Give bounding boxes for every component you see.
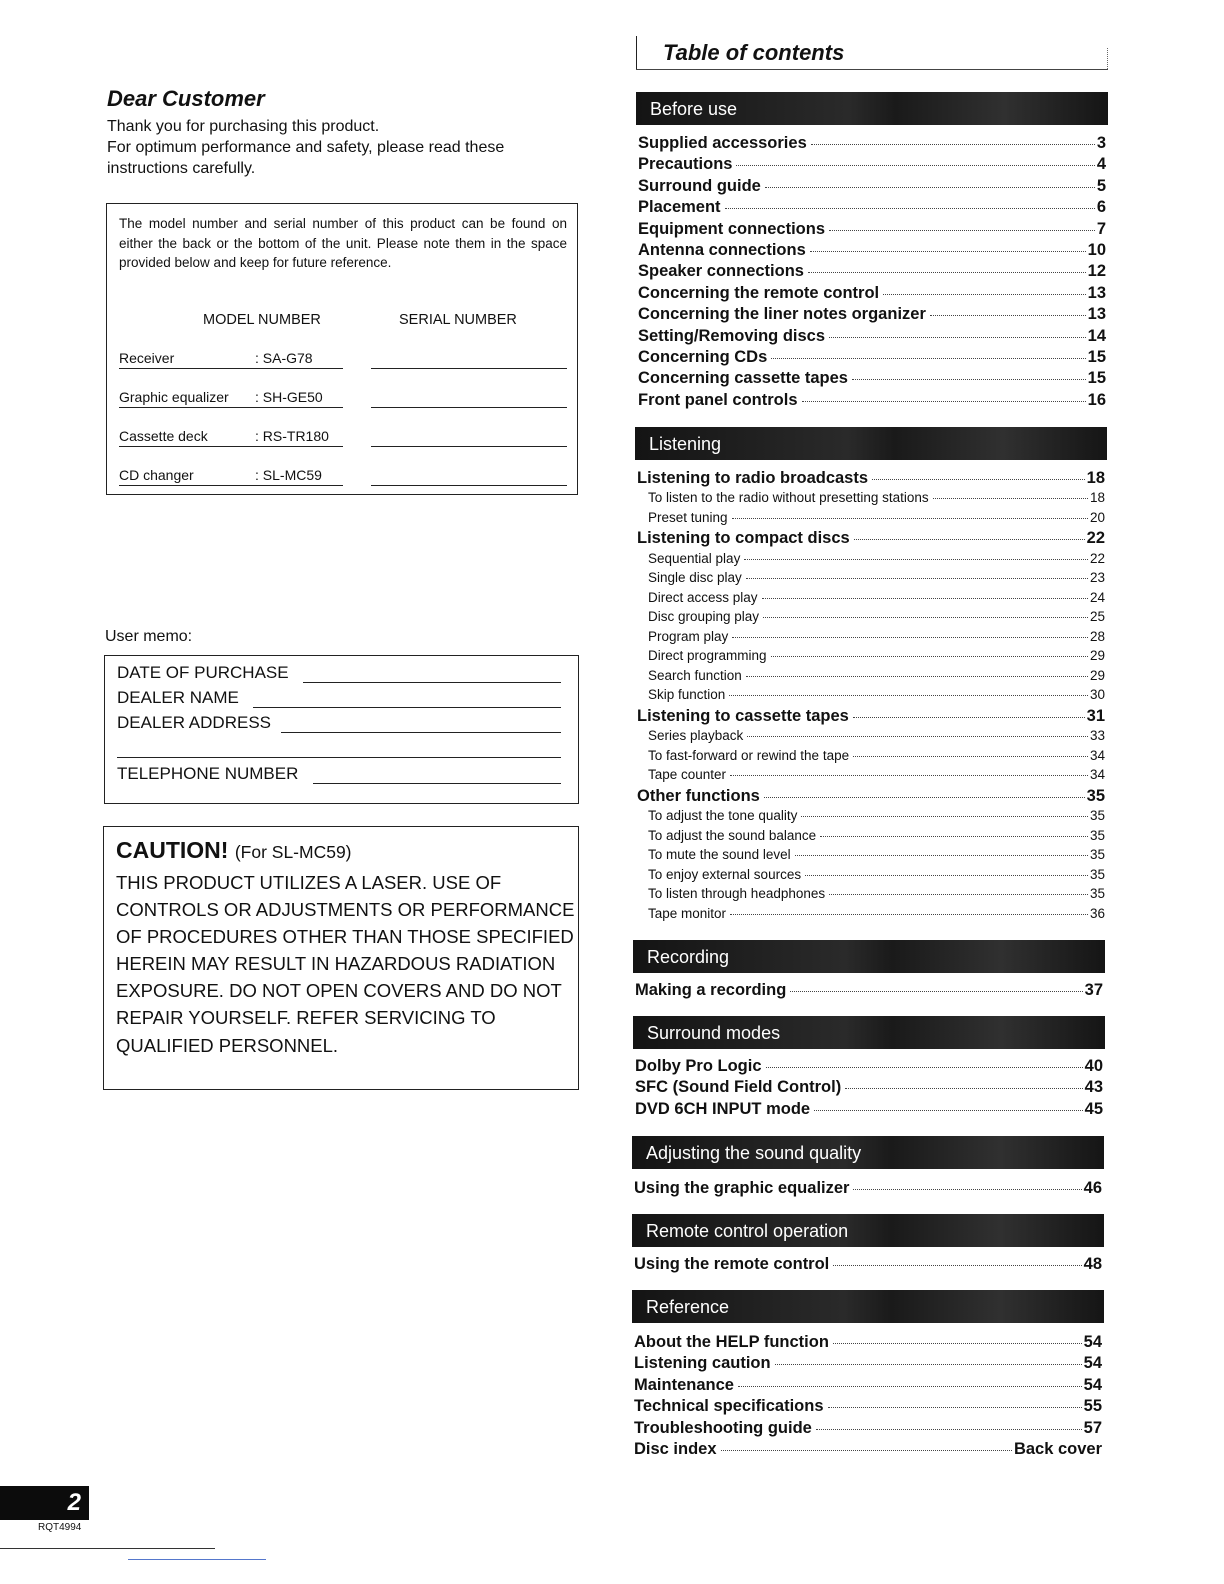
toc-entry-page: 35 <box>1089 886 1105 902</box>
toc-entry-title: Single disc play <box>648 570 742 586</box>
toc-leader-dots <box>829 337 1086 338</box>
toc-leader-dots <box>829 230 1095 231</box>
serial-number-field[interactable] <box>371 446 567 447</box>
toc-entry-title: Tape monitor <box>648 905 727 921</box>
toc-entry-page: 4 <box>1096 155 1106 174</box>
toc-entry-title: Program play <box>648 628 729 644</box>
toc-entry-page: 10 <box>1087 241 1106 259</box>
toc-leader-dots <box>814 1110 1083 1111</box>
toc-entry[interactable] <box>638 220 1106 241</box>
toc-entry-page: 55 <box>1083 1397 1102 1416</box>
toc-entry-title: Using the remote control <box>634 1255 830 1273</box>
toc-entry-page: 35 <box>1089 866 1105 882</box>
model-row <box>119 345 567 369</box>
toc-entry-page: 22 <box>1086 529 1105 548</box>
toc-entry-title: Speaker connections <box>638 262 804 281</box>
toc-entry-page: 54 <box>1083 1333 1102 1351</box>
serial-number-field[interactable] <box>371 368 567 369</box>
dealer-address-field[interactable] <box>281 732 561 733</box>
toc-entry-title: To listen through headphones <box>648 886 826 902</box>
toc-leader-dots <box>744 559 1088 560</box>
model-note: The model number and serial number of this product can be found on either the back or the bottom of the unit. Please note them in the space provided below and keep for future reference. <box>119 216 567 270</box>
toc-entry[interactable] <box>638 284 1106 305</box>
toc-entry-page: 3 <box>1096 134 1106 152</box>
toc-entry-title: Maintenance <box>634 1375 734 1394</box>
toc-leader-dots <box>828 1407 1082 1408</box>
toc-entry[interactable] <box>638 155 1106 176</box>
toc-entry-page: 13 <box>1087 283 1106 302</box>
toc-entry-page: 13 <box>1087 305 1106 324</box>
toc-entry-title: Skip function <box>648 687 726 703</box>
user-memo-label: User memo: <box>105 628 193 645</box>
toc-leader-dots <box>829 894 1088 895</box>
toc-entry-title: Other functions <box>637 786 760 805</box>
toc-leader-dots <box>790 991 1082 992</box>
toc-entry-title: Listening caution <box>634 1354 771 1373</box>
toc-entry[interactable] <box>635 1057 1103 1078</box>
toc-entry[interactable] <box>638 348 1106 369</box>
toc-leader-dots <box>852 379 1086 380</box>
toc-entry-page: 43 <box>1084 1078 1103 1097</box>
toc-entry-title: To enjoy external sources <box>648 866 802 882</box>
toc-leader-dots <box>766 1067 1083 1068</box>
toc-entry-title: Precautions <box>638 155 733 174</box>
toc-section-header: Adjusting the sound quality <box>632 1136 1104 1169</box>
dealer-name-field[interactable] <box>253 707 561 708</box>
toc-entry-page: 35 <box>1086 786 1105 805</box>
date-of-purchase-label: DATE OF PURCHASE <box>117 663 289 682</box>
toc-entry[interactable] <box>638 327 1106 348</box>
toc-entry-title: Concerning CDs <box>638 348 768 366</box>
toc-subentry[interactable] <box>637 490 1105 510</box>
toc-entry-page: 15 <box>1087 369 1106 388</box>
toc-entry-page: 29 <box>1089 667 1105 683</box>
toc-leader-dots <box>853 717 1085 718</box>
toc-entry[interactable] <box>635 981 1103 1002</box>
model-row <box>119 423 567 447</box>
toc-leader-dots <box>816 1429 1082 1430</box>
toc-entry-page: 31 <box>1086 706 1105 725</box>
toc-entry[interactable] <box>634 1333 1102 1354</box>
toc-title-rule-bottom <box>636 69 1108 70</box>
intro-line-1: Thank you for purchasing this product. <box>107 118 380 135</box>
toc-entry-title: Front panel controls <box>638 390 798 409</box>
toc-section-header: Recording <box>633 940 1105 973</box>
toc-entry-page: 12 <box>1087 262 1106 281</box>
toc-leader-dots <box>738 1386 1082 1387</box>
serial-number-header: SERIAL NUMBER <box>399 312 517 328</box>
toc-entry-title: Listening to cassette tapes <box>637 706 849 725</box>
toc-entry-page: 35 <box>1089 847 1105 863</box>
toc-subentry[interactable] <box>637 590 1105 610</box>
caution-model: (For SL-MC59) <box>234 842 352 862</box>
footer-rule-accent <box>128 1559 266 1560</box>
toc-entry-title: Using the graphic equalizer <box>634 1179 850 1197</box>
toc-entry-page: 16 <box>1087 390 1106 409</box>
toc-entry-page: 7 <box>1096 219 1106 238</box>
toc-leader-dots <box>872 479 1085 480</box>
toc-entry-title: Troubleshooting guide <box>634 1418 812 1437</box>
dear-customer-heading: Dear Customer <box>107 86 265 111</box>
toc-entry-title: Placement <box>638 198 721 217</box>
footer-rule <box>0 1548 215 1549</box>
toc-leader-dots <box>883 294 1086 295</box>
toc-entry-title: Preset tuning <box>648 509 728 525</box>
toc-entry-page: 18 <box>1086 469 1105 487</box>
toc-entry[interactable] <box>634 1397 1102 1418</box>
toc-leader-dots <box>732 637 1088 638</box>
toc-leader-dots <box>933 498 1088 499</box>
toc-entry[interactable] <box>637 469 1105 490</box>
toc-subentry[interactable] <box>637 551 1105 571</box>
toc-leader-dots <box>732 518 1088 519</box>
toc-entry[interactable] <box>638 369 1106 390</box>
toc-entry-page: 36 <box>1089 905 1105 921</box>
telephone-number-label: TELEPHONE NUMBER <box>117 764 299 783</box>
toc-subentry[interactable] <box>637 808 1105 828</box>
toc-subentry[interactable] <box>637 867 1105 887</box>
model-row-number: : SL-MC59 <box>255 467 322 483</box>
toc-entry-page: 34 <box>1089 767 1105 783</box>
model-row-label: Graphic equalizer <box>119 389 229 405</box>
toc-entry[interactable] <box>637 529 1105 550</box>
date-of-purchase-field[interactable] <box>303 682 561 683</box>
toc-leader-dots <box>746 578 1088 579</box>
toc-leader-dots <box>811 144 1095 145</box>
toc-entry-page: 24 <box>1089 589 1105 605</box>
toc-subentry[interactable] <box>637 687 1105 707</box>
model-underline <box>119 368 343 369</box>
toc-leader-dots <box>725 208 1095 209</box>
serial-number-field[interactable] <box>371 407 567 408</box>
toc-leader-dots <box>801 816 1088 817</box>
toc-entry[interactable] <box>634 1354 1102 1375</box>
toc-entry[interactable] <box>637 787 1105 808</box>
toc-subentry[interactable] <box>637 728 1105 748</box>
toc-subentry[interactable] <box>637 886 1105 906</box>
telephone-number-field[interactable] <box>313 783 561 784</box>
toc-entry-title: Series playback <box>648 728 744 744</box>
toc-entry-page: 54 <box>1083 1354 1102 1373</box>
toc-entry[interactable] <box>638 198 1106 219</box>
toc-entry-title: Disc index <box>634 1440 717 1458</box>
toc-entry[interactable] <box>638 391 1106 412</box>
toc-entry-page: 15 <box>1087 348 1106 366</box>
toc-entry-title: Listening to radio broadcasts <box>637 469 869 487</box>
toc-entry-title: Dolby Pro Logic <box>635 1057 762 1075</box>
caution-box <box>103 826 579 1090</box>
toc-leader-dots <box>854 539 1085 540</box>
toc-entry-page: 48 <box>1083 1255 1102 1273</box>
toc-entry-title: Technical specifications <box>634 1397 824 1416</box>
caution-text: THIS PRODUCT UTILIZES A LASER. USE OF CONTROLS OR ADJUSTMENTS OR PERFORMANCE OF PROCEDURES OTHER THAN THOSE SPECIFIED HEREIN MAY RESULT IN HAZARDOUS RADIATION EXPOSURE. DO NOT OPEN COVERS AND DO NOT REPAIR YOURSELF. REFER SERVICING TO QUALIFIED PERSONNEL. <box>116 872 575 1056</box>
toc-entry-title: Setting/Removing discs <box>638 326 826 345</box>
toc-leader-dots <box>775 1364 1082 1365</box>
model-row-number: : SA-G78 <box>255 350 313 366</box>
toc-entry-title: To listen to the radio without presetting stations <box>648 490 929 506</box>
toc-entry-title: Tape counter <box>648 767 727 783</box>
toc-leader-dots <box>771 358 1085 359</box>
intro-line-2: For optimum performance and safety, please read these instructions carefully. <box>107 139 505 177</box>
toc-leader-dots <box>853 756 1088 757</box>
toc-entry-title: To mute the sound level <box>648 847 791 863</box>
model-row-label: Receiver <box>119 350 175 366</box>
toc-entry-title: Disc grouping play <box>648 609 760 625</box>
toc-entry-title: Concerning the liner notes organizer <box>638 305 926 324</box>
toc-subentry[interactable] <box>637 748 1105 768</box>
toc-entry[interactable] <box>634 1376 1102 1397</box>
toc-leader-dots <box>747 736 1088 737</box>
toc-leader-dots <box>729 695 1088 696</box>
toc-leader-dots <box>762 598 1088 599</box>
user-memo-box <box>104 655 579 804</box>
model-number-box <box>106 203 578 495</box>
toc-entry-page: 45 <box>1084 1099 1103 1118</box>
toc-leader-dots <box>730 914 1088 915</box>
document-code: RQT4994 <box>38 1522 82 1533</box>
toc-entry-title: Concerning the remote control <box>638 283 880 302</box>
toc-entry-title: DVD 6CH INPUT mode <box>635 1099 811 1118</box>
toc-entry-page: 28 <box>1089 628 1105 644</box>
toc-leader-dots <box>795 855 1088 856</box>
model-row <box>119 462 567 486</box>
model-underline <box>119 485 343 486</box>
toc-entry-title: Antenna connections <box>638 241 806 259</box>
toc-section-header: Remote control operation <box>632 1214 1104 1247</box>
toc-subentry[interactable] <box>637 847 1105 867</box>
toc-leader-dots <box>721 1450 1012 1451</box>
toc-entry-page: 34 <box>1089 747 1105 763</box>
toc-entry-page: 30 <box>1089 687 1105 703</box>
toc-subentry[interactable] <box>637 629 1105 649</box>
toc-entry-page: 18 <box>1089 490 1105 506</box>
toc-entry-title: Making a recording <box>635 981 787 999</box>
toc-leader-dots <box>853 1189 1081 1190</box>
toc-entry-page: 5 <box>1096 176 1106 195</box>
model-row <box>119 384 567 408</box>
toc-entry-page: 54 <box>1083 1375 1102 1394</box>
model-row-label: CD changer <box>119 467 194 483</box>
toc-title-rule-right <box>1107 48 1108 69</box>
toc-subentry[interactable] <box>637 570 1105 590</box>
toc-subentry[interactable] <box>637 609 1105 629</box>
toc-subentry[interactable] <box>637 906 1105 926</box>
toc-leader-dots <box>736 165 1094 166</box>
caution-title: CAUTION! <box>116 837 229 863</box>
toc-entry-page: 25 <box>1089 609 1105 625</box>
toc-leader-dots <box>820 836 1088 837</box>
toc-entry[interactable] <box>638 241 1106 262</box>
toc-entry-title: To fast-forward or rewind the tape <box>648 747 850 763</box>
toc-entry-title: Supplied accessories <box>638 134 807 152</box>
toc-leader-dots <box>930 315 1086 316</box>
toc-entry-title: Search function <box>648 667 742 683</box>
intro-text <box>107 116 577 179</box>
toc-entry-page: 35 <box>1089 827 1105 843</box>
model-row-number: : RS-TR180 <box>255 428 329 444</box>
toc-section-header: Before use <box>636 92 1108 125</box>
toc-title: Table of contents <box>663 40 845 65</box>
toc-entry[interactable] <box>638 177 1106 198</box>
dealer-address-label: DEALER ADDRESS <box>117 713 271 732</box>
toc-entry[interactable] <box>634 1440 1102 1461</box>
toc-leader-dots <box>771 656 1088 657</box>
toc-entry-title: Direct programming <box>648 648 767 664</box>
dealer-address-field-line-2[interactable] <box>117 757 561 758</box>
toc-entry[interactable] <box>638 305 1106 326</box>
model-row-number: : SH-GE50 <box>255 389 323 405</box>
model-underline <box>119 407 343 408</box>
toc-leader-dots <box>833 1265 1081 1266</box>
toc-entry-title: To adjust the tone quality <box>648 808 798 824</box>
toc-leader-dots <box>746 676 1088 677</box>
toc-entry-page: 40 <box>1084 1057 1103 1075</box>
toc-entry-page: 14 <box>1087 326 1106 345</box>
serial-number-field[interactable] <box>371 485 567 486</box>
toc-subentry[interactable] <box>637 510 1105 530</box>
toc-leader-dots <box>802 401 1086 402</box>
toc-entry[interactable] <box>637 707 1105 728</box>
toc-entry[interactable] <box>635 1078 1103 1099</box>
toc-leader-dots <box>833 1343 1082 1344</box>
toc-entry-title: Surround guide <box>638 176 761 195</box>
toc-subentry[interactable] <box>637 828 1105 848</box>
toc-entry[interactable] <box>638 262 1106 283</box>
page-number: 2 <box>0 1486 89 1520</box>
toc-entry-title: To adjust the sound balance <box>648 827 817 843</box>
dealer-name-label: DEALER NAME <box>117 688 239 707</box>
toc-entry[interactable] <box>634 1419 1102 1440</box>
toc-leader-dots <box>810 251 1086 252</box>
toc-entry-page: 22 <box>1089 550 1105 566</box>
toc-title-rule-left <box>636 36 637 70</box>
toc-subentry[interactable] <box>637 648 1105 668</box>
toc-leader-dots <box>808 272 1086 273</box>
model-underline <box>119 446 343 447</box>
toc-entry-page: 35 <box>1089 808 1105 824</box>
toc-entry-page: 37 <box>1084 981 1103 999</box>
toc-entry-page: 46 <box>1083 1179 1102 1197</box>
model-row-label: Cassette deck <box>119 428 208 444</box>
toc-entry-title: About the HELP function <box>634 1333 829 1351</box>
toc-entry[interactable] <box>635 1100 1103 1121</box>
toc-entry-page: 29 <box>1089 648 1105 664</box>
toc-entry-page: 33 <box>1089 728 1105 744</box>
toc-entry-title: Sequential play <box>648 550 741 566</box>
toc-entry-title: Listening to compact discs <box>637 529 850 548</box>
toc-subentry[interactable] <box>637 767 1105 787</box>
toc-entry[interactable] <box>634 1255 1102 1276</box>
toc-leader-dots <box>730 775 1088 776</box>
toc-entry-page: 6 <box>1096 198 1106 217</box>
toc-entry-page: 23 <box>1089 570 1105 586</box>
toc-section-header: Surround modes <box>633 1016 1105 1049</box>
caution-heading <box>116 833 576 869</box>
toc-entry[interactable] <box>638 134 1106 155</box>
toc-section-header: Listening <box>635 427 1107 460</box>
toc-entry-title: Equipment connections <box>638 219 826 238</box>
toc-entry-title: SFC (Sound Field Control) <box>635 1078 842 1097</box>
toc-leader-dots <box>765 187 1095 188</box>
toc-entry[interactable] <box>634 1179 1102 1200</box>
toc-leader-dots <box>764 797 1085 798</box>
toc-leader-dots <box>805 875 1088 876</box>
model-number-header: MODEL NUMBER <box>203 312 321 328</box>
toc-leader-dots <box>763 617 1088 618</box>
toc-section-header: Reference <box>632 1290 1104 1323</box>
toc-leader-dots <box>845 1088 1082 1089</box>
toc-subentry[interactable] <box>637 668 1105 688</box>
toc-entry-page: 57 <box>1083 1418 1102 1437</box>
toc-entry-title: Concerning cassette tapes <box>638 369 848 388</box>
toc-entry-title: Direct access play <box>648 589 758 605</box>
toc-entry-page: Back cover <box>1013 1440 1102 1458</box>
toc-entry-page: 20 <box>1089 509 1105 525</box>
